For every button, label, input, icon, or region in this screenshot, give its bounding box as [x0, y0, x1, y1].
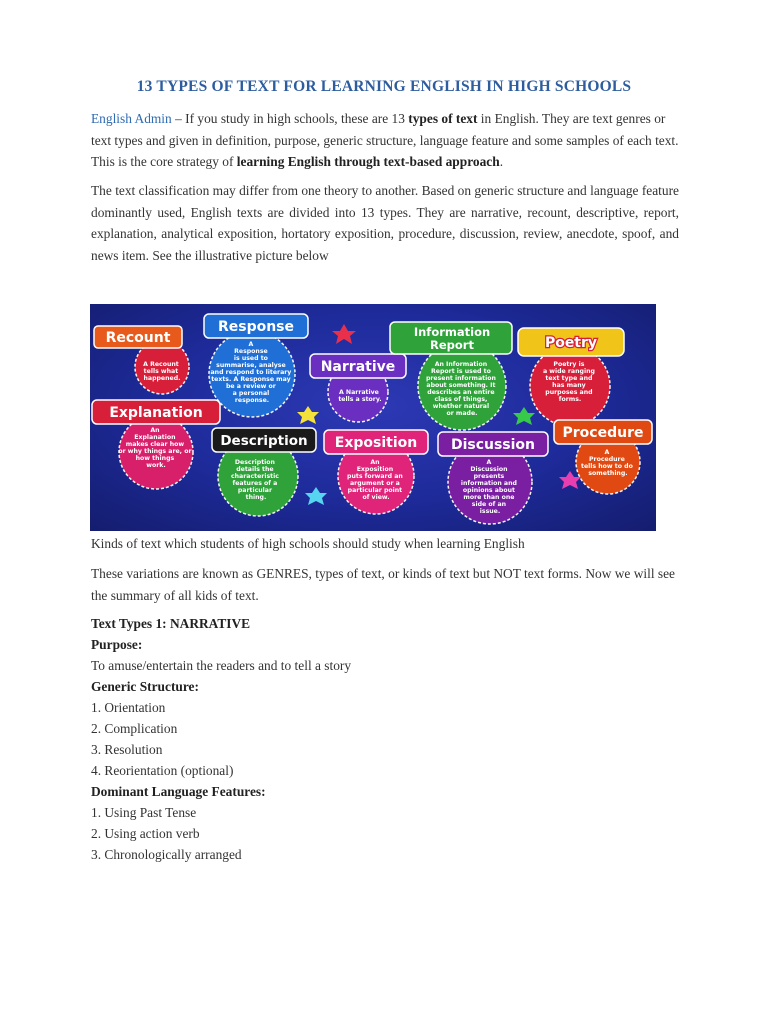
intro-bold-1: types of text	[408, 111, 478, 126]
text-types-illustration	[90, 304, 656, 531]
illustration-caption: Kinds of text which students of high schools should study when learning English	[91, 536, 525, 551]
information-report-label-1: Information	[413, 325, 491, 339]
discussion-group	[438, 432, 548, 524]
procedure-desc: A Procedure tells how to do something.	[581, 449, 633, 477]
narrative-label: Narrative	[320, 359, 396, 375]
star-cyan-icon	[305, 487, 327, 505]
narrative-desc: A Narrative tells a story.	[338, 389, 382, 403]
star-yellow-icon	[297, 406, 319, 424]
language-item: 2. Using action verb	[91, 826, 200, 841]
recount-label: Recount	[105, 330, 171, 346]
intro-text-3: .	[499, 154, 504, 169]
description-desc: Description details the characteristic features of a particular thing.	[230, 459, 279, 501]
explanation-desc: An Explanation makes clear how or why things are, or how things work.	[118, 427, 192, 469]
response-label: Response	[217, 319, 295, 335]
poetry-label: Poetry	[544, 335, 598, 351]
recount-desc: A Recount tells what happened.	[143, 361, 181, 382]
poetry-desc: Poetry is a wide ranging text type and has many purposes and forms.	[542, 361, 595, 403]
description-label: Description	[220, 433, 308, 449]
purpose-label: Purpose:	[91, 637, 143, 652]
section-heading: Text Types 1: NARRATIVE	[91, 616, 251, 631]
procedure-label: Procedure	[562, 425, 644, 441]
star-red-icon	[332, 324, 356, 344]
classification-paragraph: The text classification may differ from one theory to another. Based on generic structure and language feature dominantly used, English texts are divided into 13 types. They are narrative, recount, descriptive, report, explanation, analytical exposition, hortatory exposition, procedure, discussion, review, anecdote, spoof, and news item. See the illustrative picture below	[91, 183, 679, 263]
intro-text-2: in English. They are text genres or text types and given in definition, purpose, generic structure, language feature and some samples of each text. This is the core strategy of	[91, 111, 679, 169]
poetry-group	[518, 328, 624, 426]
genres-paragraph: These variations are known as GENRES, types of text, or kinds of text but NOT text forms. Now we will see the summary of all kids of text.	[91, 566, 675, 603]
language-label: Dominant Language Features:	[91, 784, 266, 799]
description-group	[212, 428, 316, 516]
information-report-group	[390, 322, 512, 430]
language-item: 1. Using Past Tense	[91, 805, 197, 820]
star-magenta-icon	[559, 471, 581, 489]
structure-item: 2. Complication	[91, 721, 178, 736]
exposition-label: Exposition	[334, 435, 418, 451]
structure-item: 1. Orientation	[91, 700, 166, 715]
star-green-icon	[513, 407, 535, 425]
explanation-group	[92, 400, 220, 489]
structure-item: 4. Reorientation (optional)	[91, 763, 234, 778]
language-item: 3. Chronologically arranged	[91, 847, 242, 862]
intro-paragraph	[91, 108, 679, 173]
information-report-desc: An Information Report is used to present information about something. It describes an entire class of things, whether natural or made.	[425, 361, 496, 417]
information-report-label-2: Report	[430, 338, 474, 352]
intro-bold-2: learning English through text-based approach	[236, 154, 500, 169]
exposition-group	[324, 430, 428, 514]
author-link[interactable]: English Admin	[91, 111, 172, 126]
discussion-desc: A Discussion presents information and opinions about more than one side of an issue.	[460, 459, 517, 515]
intro-text-1: – If you study in high schools, these are 13	[171, 111, 409, 126]
narrative-section	[91, 613, 691, 865]
illustration-svg	[90, 304, 656, 531]
article-title: 13 TYPES OF TEXT FOR LEARNING ENGLISH IN HIGH SCHOOLS	[136, 78, 632, 95]
exposition-desc: An Exposition puts forward an argument or a particular point of view.	[347, 459, 403, 501]
discussion-label: Discussion	[450, 437, 536, 453]
recount-group	[94, 326, 189, 394]
response-desc: A Response is used to summarise, analyse and respond to literary texts. A Response may be a review or a personal response.	[210, 341, 292, 404]
narrative-group	[310, 354, 406, 422]
structure-label: Generic Structure:	[91, 679, 199, 694]
structure-item: 3. Resolution	[91, 742, 163, 757]
purpose-text: To amuse/entertain the readers and to tell a story	[91, 658, 352, 673]
explanation-label: Explanation	[109, 405, 203, 421]
